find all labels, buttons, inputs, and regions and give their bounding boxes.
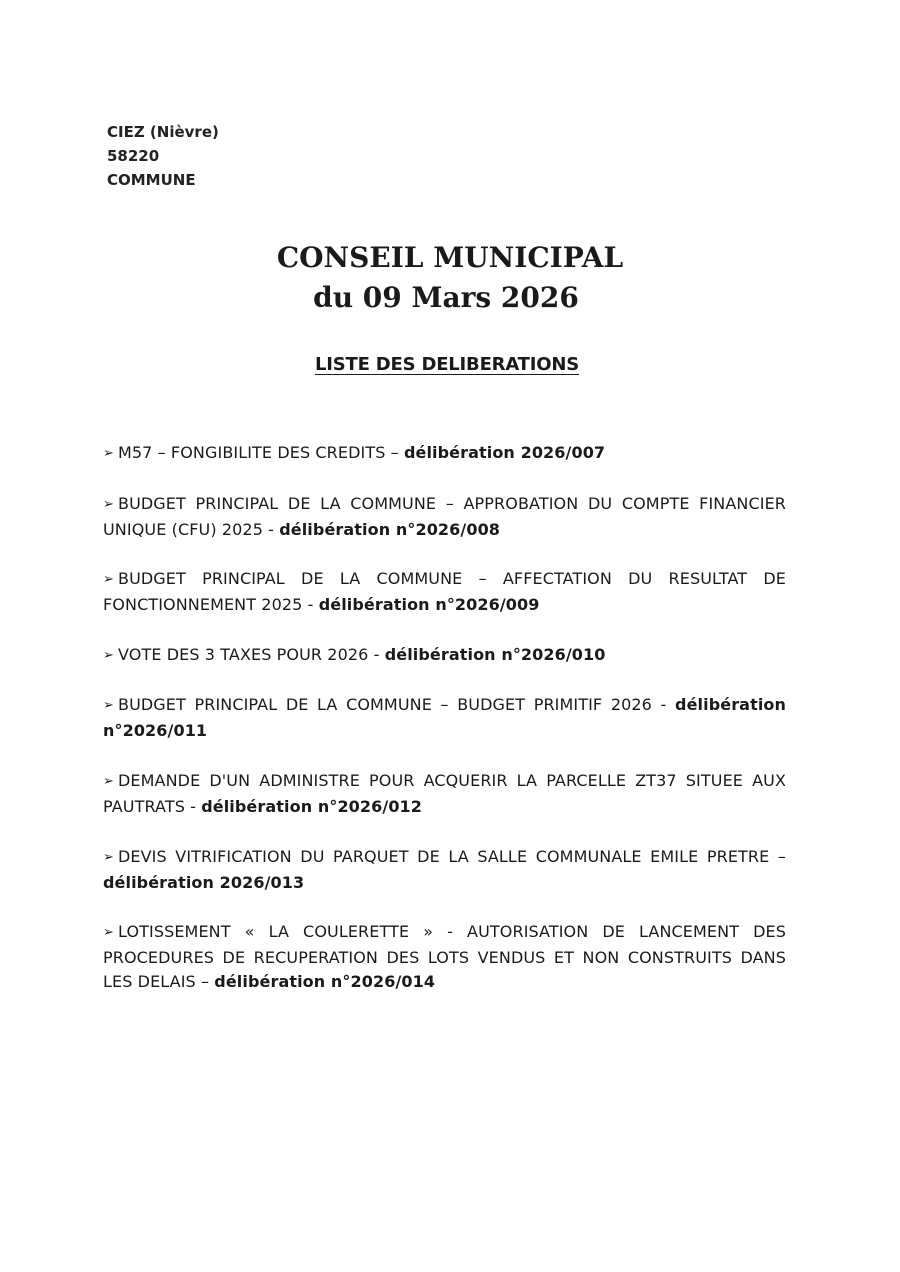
arrow-bullet-icon: ➢ bbox=[103, 925, 114, 940]
arrow-bullet-icon: ➢ bbox=[103, 497, 114, 512]
list-item bbox=[103, 567, 786, 617]
arrow-bullet-icon: ➢ bbox=[103, 648, 114, 663]
item-ref: délibération n°2026/010 bbox=[384, 645, 606, 664]
arrow-bullet-icon: ➢ bbox=[103, 850, 114, 865]
item-ref: délibération n°2026/011 bbox=[103, 695, 786, 740]
list-item bbox=[103, 920, 786, 995]
commune-label: COMMUNE bbox=[107, 171, 196, 189]
item-text: BUDGET PRINCIPAL DE LA COMMUNE – APPROBATION DU COMPTE FINANCIER UNIQUE (CFU) 2025 - bbox=[103, 494, 786, 539]
list-item bbox=[103, 845, 786, 895]
page-title bbox=[0, 238, 900, 318]
postal-code: 58220 bbox=[107, 147, 160, 165]
list-item bbox=[103, 643, 786, 669]
item-text: VOTE DES 3 TAXES POUR 2026 - bbox=[118, 645, 385, 664]
item-ref: délibération n°2026/012 bbox=[201, 796, 423, 816]
item-text: BUDGET PRINCIPAL DE LA COMMUNE – AFFECTATION DU RESULTAT DE FONCTIONNEMENT 2025 - bbox=[103, 569, 786, 614]
item-ref: délibération n°2026/008 bbox=[279, 519, 501, 539]
item-ref: délibération n°2026/009 bbox=[318, 594, 540, 614]
commune-header bbox=[107, 120, 219, 192]
arrow-bullet-icon: ➢ bbox=[103, 572, 114, 587]
list-item bbox=[103, 693, 786, 743]
item-ref: délibération 2026/007 bbox=[403, 443, 606, 462]
title-line-2: du 09 Mars 2026 bbox=[313, 281, 579, 314]
arrow-bullet-icon: ➢ bbox=[103, 446, 114, 461]
list-heading: LISTE DES DELIBERATIONS bbox=[315, 354, 579, 375]
item-ref: délibération n°2026/014 bbox=[214, 972, 436, 991]
item-text: M57 – FONGIBILITE DES CREDITS – bbox=[118, 443, 404, 462]
item-text: LOTISSEMENT « LA COULERETTE » - AUTORISATION DE LANCEMENT DES PROCEDURES DE RECUPERATION DES LOTS VENDUS ET NON CONSTRUITS DANS LES DELAIS – bbox=[103, 922, 786, 991]
list-item bbox=[103, 441, 786, 467]
item-text: DEMANDE D'UN ADMINISTRE POUR ACQUERIR LA PARCELLE ZT37 SITUEE AUX PAUTRATS - bbox=[103, 771, 786, 816]
item-ref: délibération 2026/013 bbox=[103, 872, 305, 892]
arrow-bullet-icon: ➢ bbox=[103, 698, 114, 713]
list-item bbox=[103, 769, 786, 819]
item-text: DEVIS VITRIFICATION DU PARQUET DE LA SALLE COMMUNALE EMILE PRETRE – bbox=[118, 847, 786, 866]
commune-name: CIEZ (Nièvre) bbox=[107, 123, 219, 141]
item-text: BUDGET PRINCIPAL DE LA COMMUNE – BUDGET PRIMITIF 2026 - bbox=[118, 695, 676, 714]
list-item bbox=[103, 492, 786, 542]
title-line-1: CONSEIL MUNICIPAL bbox=[276, 241, 624, 274]
arrow-bullet-icon: ➢ bbox=[103, 774, 114, 789]
